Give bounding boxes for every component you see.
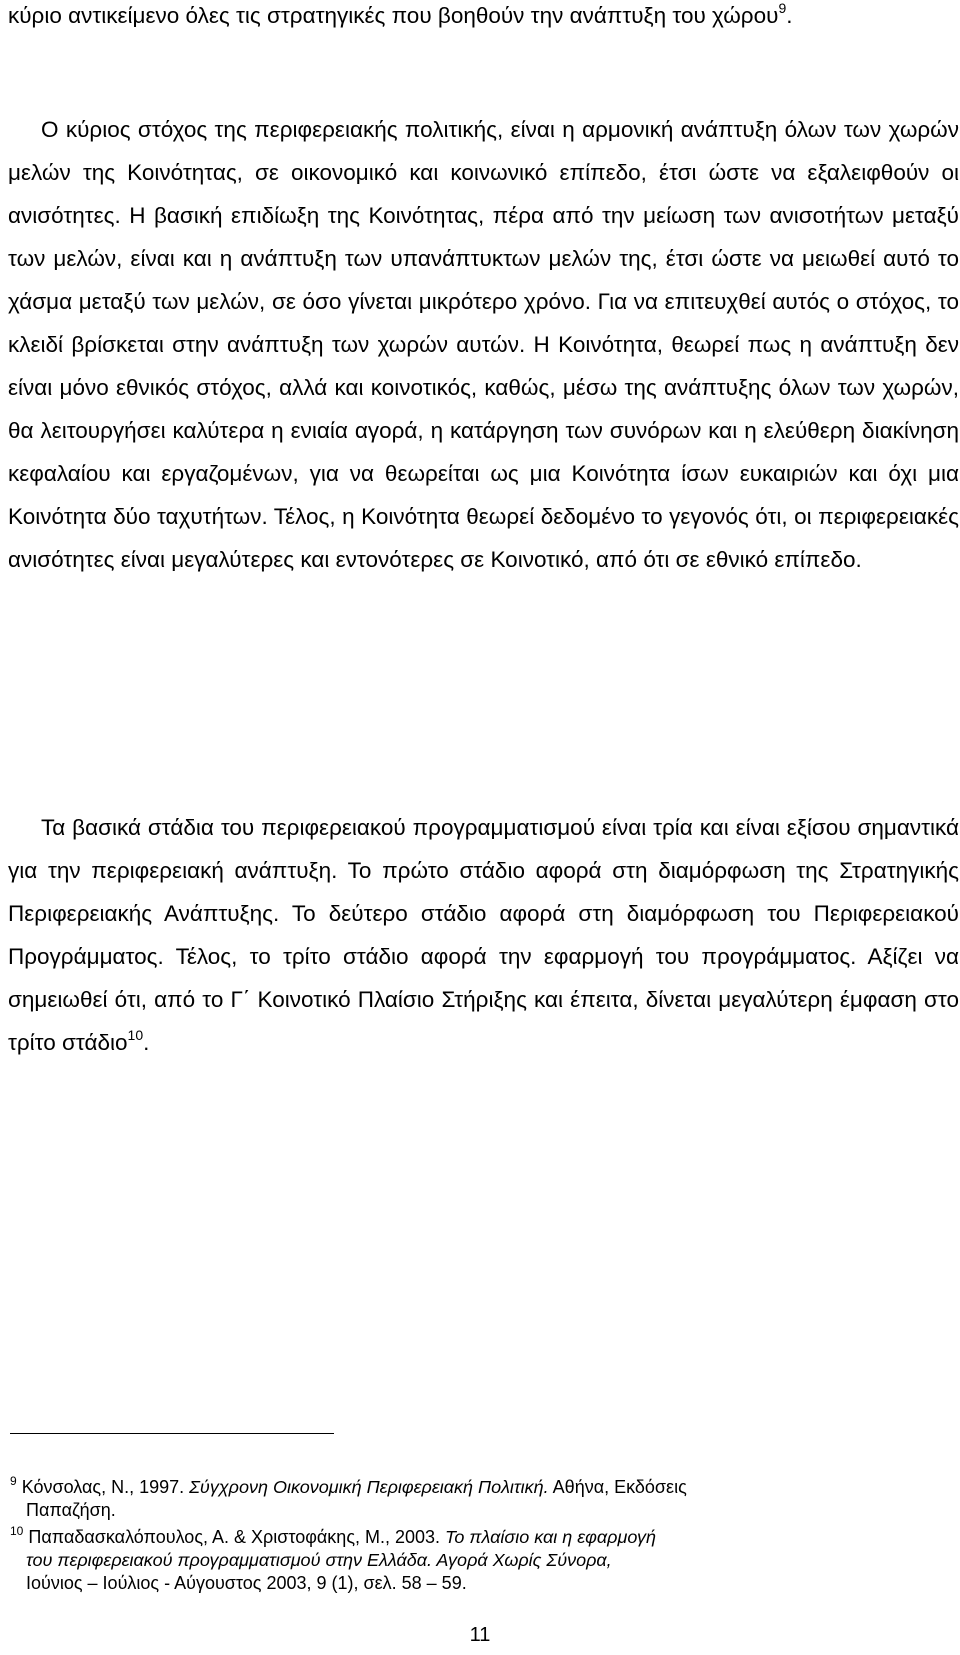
paragraph-programming-stages: Τα βασικά στάδια του περιφερειακού προγραμματισμού είναι τρία και είναι εξίσου σημαντικά για την περιφερειακή ανάπτυξη. Το πρώτο στάδιο αφορά στη διαμόρφωση της Στρατηγικής Περιφερειακής Ανάπτυξης. Το δεύτερο στάδιο αφορά στη διαμόρφωση του Περιφερειακού Προγράμματος. Τέλος, το τρίτο στάδιο αφορά την εφαρμογή του προγράμματος. Αξίζει να σημειωθεί ότι, από το Γ΄ Κοινοτικό Πλαίσιο Στήριξης και έπειτα, δίνεται μεγαλύτερη έμφαση στο τρίτο στάδιο$^{10}$. bbox=[8, 815, 959, 1055]
footnote-9: $^9$ Κόνσολας, Ν., 1997. Σύγχρονη Οικονομική Περιφερειακή Πολιτική. Αθήνα, Εκδόσεις Παπαζήση. bbox=[10, 1474, 687, 1520]
footnote-ref-10[interactable]: 10 bbox=[127, 1027, 144, 1043]
footnote-10-title-cont: του περιφερειακού προγραμματισμού στην Ελλάδα. Αγορά Χωρίς Σύνορα, bbox=[26, 1550, 612, 1570]
footnote-separator bbox=[10, 1433, 334, 1434]
paragraph-regional-policy: Ο κύριος στόχος της περιφερειακής πολιτικής, είναι η αρμονική ανάπτυξη όλων των χωρών μελών της Κοινότητας, σε οικονομικό και κοινωνικό επίπεδο, έτσι ώστε να εξαλειφθούν οι ανισότητες. Η βασική επιδίωξη της Κοινότητας, πέρα από την μείωση των ανισοτήτων μεταξύ των μελών, είναι και η ανάπτυξη των υπανάπτυκτων μελών της, έτσι ώστε να μειωθεί αυτό το χάσμα μεταξύ των μελών, σε όσο γίνεται μικρότερο χρόνο. Για να επιτευχθεί αυτός ο στόχος, το κλειδί βρίσκεται στην ανάπτυξη των χωρών αυτών. Η Κοινότητα, θεωρεί πως η ανάπτυξη δεν είναι μόνο εθνικός στόχος, αλλά και κοινοτικός, καθώς, μέσω της ανάπτυξης όλων των χωρών, θα λειτουργήσει καλύτερα η ενιαία αγορά, η κατάργηση των συνόρων και η ελεύθερη διακίνηση κεφαλαίου και εργαζομένων, για να θεωρείται ως μια Κοινότητα ίσων ευκαιριών και όχι μια Κοινότητα δύο ταχυτήτων. Τέλος, η Κοινότητα θεωρεί δεδομένο το γεγονός ότι, οι περιφερειακές ανισότητες είναι μεγαλύτερες και εντονότερες σε Κοινοτικό, από ότι σε εθνικό επίπεδο. bbox=[8, 117, 959, 572]
footnote-ref-9[interactable]: 9 bbox=[778, 0, 787, 16]
footnote-10: $^{10}$ Παπαδασκαλόπουλος, Α. & Χριστοφάκης, Μ., 2003. Το πλαίσιο και η εφαρμογή του περιφερειακού προγραμματισμού στην Ελλάδα. Αγορά Χωρίς Σύνορα, Ιούνιος – Ιούλιος - Αύγουστος 2003, 9 (1), σελ. 58 – 59. bbox=[10, 1526, 950, 1595]
footnote-9-title: Σύγχρονη Οικονομική Περιφερειακή Πολιτική. bbox=[189, 1477, 549, 1497]
page-number: 11 bbox=[469, 1624, 491, 1646]
paragraph-continuation: κύριο αντικείμενο όλες τις στρατηγικές που βοηθούν την ανάπτυξη του χώρου$^9$. bbox=[8, 0, 793, 28]
footnote-10-title: Το πλαίσιο και η εφαρμογή bbox=[445, 1527, 657, 1547]
